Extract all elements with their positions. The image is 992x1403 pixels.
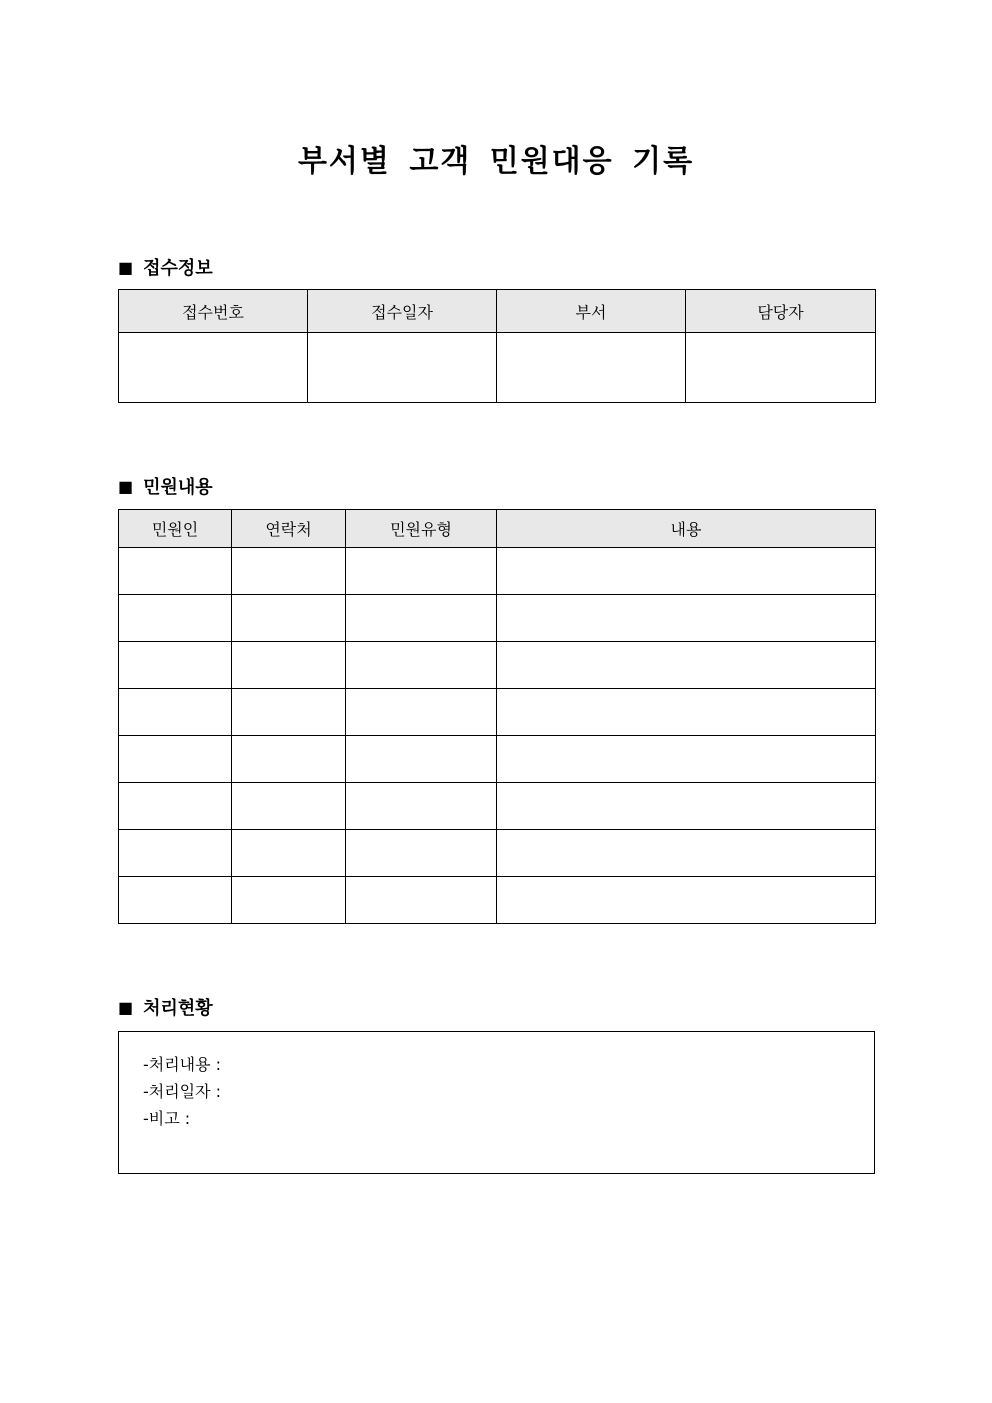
input-cell[interactable] — [497, 333, 686, 403]
header-cell: 접수번호 — [119, 290, 308, 333]
input-cell[interactable] — [119, 783, 232, 830]
input-cell[interactable] — [119, 595, 232, 642]
input-cell[interactable] — [346, 877, 497, 924]
input-cell[interactable] — [497, 877, 876, 924]
processing-content-label[interactable]: -처리내용 : — [143, 1055, 222, 1074]
header-cell: 담당자 — [686, 290, 876, 333]
input-cell[interactable] — [119, 877, 232, 924]
header-cell: 연락처 — [232, 510, 346, 548]
section-heading-processing — [118, 994, 213, 1020]
input-cell[interactable] — [497, 783, 876, 830]
square-bullet-icon: ■ — [118, 476, 134, 496]
processing-date-label[interactable]: -처리일자 : — [143, 1082, 222, 1101]
input-cell[interactable] — [346, 595, 497, 642]
header-cell: 부서 — [497, 290, 686, 333]
input-cell[interactable] — [119, 548, 232, 595]
header-cell: 접수일자 — [308, 290, 497, 333]
remarks-label[interactable]: -비고 : — [143, 1109, 191, 1128]
input-cell[interactable] — [119, 736, 232, 783]
table-row — [119, 333, 876, 403]
input-cell[interactable] — [497, 595, 876, 642]
input-cell[interactable] — [497, 689, 876, 736]
input-cell[interactable] — [232, 877, 346, 924]
square-bullet-icon: ■ — [118, 257, 134, 277]
input-cell[interactable] — [346, 548, 497, 595]
input-cell[interactable] — [119, 333, 308, 403]
table-header-row — [119, 510, 876, 548]
table-header-row — [119, 290, 876, 333]
input-cell[interactable] — [686, 333, 876, 403]
input-cell[interactable] — [232, 736, 346, 783]
table-row — [119, 548, 876, 595]
reception-table — [118, 289, 876, 403]
table-row — [119, 830, 876, 877]
input-cell[interactable] — [346, 830, 497, 877]
header-cell: 내용 — [497, 510, 876, 548]
section-heading-reception — [118, 254, 213, 280]
input-cell[interactable] — [346, 783, 497, 830]
input-cell[interactable] — [232, 783, 346, 830]
input-cell[interactable] — [497, 830, 876, 877]
section-heading-complaint — [118, 473, 213, 499]
table-row — [119, 783, 876, 830]
header-cell: 민원인 — [119, 510, 232, 548]
input-cell[interactable] — [497, 736, 876, 783]
square-bullet-icon: ■ — [118, 997, 134, 1017]
input-cell[interactable] — [308, 333, 497, 403]
header-cell: 민원유형 — [346, 510, 497, 548]
input-cell[interactable] — [346, 736, 497, 783]
table-row — [119, 595, 876, 642]
document-title: 부서별 고객 민원대응 기록 — [297, 144, 695, 179]
table-row — [119, 689, 876, 736]
table-row — [119, 877, 876, 924]
section-title: 처리현황 — [143, 998, 213, 1019]
processing-box — [118, 1031, 875, 1174]
input-cell[interactable] — [346, 689, 497, 736]
input-cell[interactable] — [346, 642, 497, 689]
input-cell[interactable] — [232, 830, 346, 877]
input-cell[interactable] — [232, 548, 346, 595]
input-cell[interactable] — [232, 642, 346, 689]
table-row — [119, 736, 876, 783]
section-title: 민원내용 — [143, 477, 213, 498]
table-row — [119, 642, 876, 689]
input-cell[interactable] — [232, 595, 346, 642]
complaint-table — [118, 509, 876, 924]
complaint-table-body — [119, 548, 876, 924]
input-cell[interactable] — [119, 830, 232, 877]
input-cell[interactable] — [232, 689, 346, 736]
input-cell[interactable] — [497, 548, 876, 595]
input-cell[interactable] — [119, 642, 232, 689]
input-cell[interactable] — [497, 642, 876, 689]
section-title: 접수정보 — [143, 258, 213, 279]
input-cell[interactable] — [119, 689, 232, 736]
